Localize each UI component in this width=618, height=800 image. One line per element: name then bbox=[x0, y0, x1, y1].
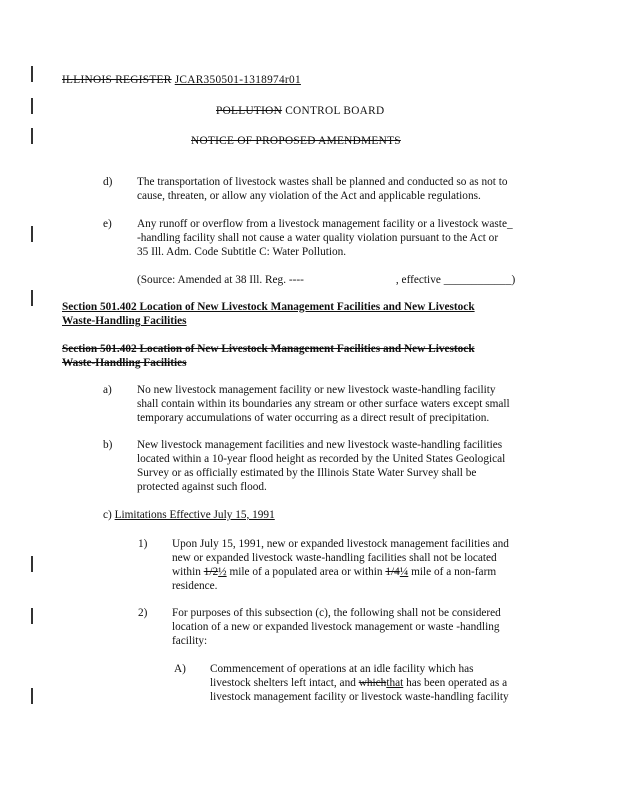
subsection-a-label: a) bbox=[103, 384, 112, 396]
notice-title: NOTICE OF PROPOSED AMENDMENTS bbox=[191, 135, 401, 147]
change-bar bbox=[31, 98, 33, 114]
subsection-b-line: New livestock management facilities and new livestock waste-handling facilities bbox=[137, 439, 503, 451]
paragraph-2-line: For purposes of this subsection (c), the following shall not be considered bbox=[172, 607, 501, 619]
struck-board-word: POLLUTION bbox=[216, 105, 283, 117]
subparagraph-a-line: Commencement of operations at an idle facility which has bbox=[210, 663, 474, 675]
paragraph-1-line: residence. bbox=[172, 580, 218, 592]
subsection-c-heading bbox=[103, 508, 275, 522]
source-effective: , effective bbox=[395, 274, 441, 286]
new-word: that bbox=[386, 677, 404, 689]
change-bar bbox=[31, 290, 33, 306]
change-bar bbox=[31, 128, 33, 144]
section-heading-new: Waste-Handling Facilities bbox=[62, 315, 187, 327]
struck-register-title: ILLINOIS REGISTER bbox=[62, 74, 172, 86]
item-d-line: cause, threaten, or allow any violation of the Act and applicable regulations. bbox=[137, 190, 481, 202]
subsection-c-label: c) bbox=[103, 509, 115, 521]
struck-fraction: 1/2 bbox=[203, 566, 219, 578]
item-e-line: 35 Ill. Adm. Code Subtitle C: Water Pollution. bbox=[137, 246, 347, 258]
register-id: JCAR350501-1318974r01 bbox=[174, 74, 301, 86]
item-e-line: -handling facility shall not cause a water quality violation pursuant to the Act or bbox=[137, 232, 499, 244]
subsection-b-line: protected against such flood. bbox=[137, 481, 267, 493]
change-bar bbox=[31, 226, 33, 242]
struck-word: which bbox=[358, 677, 387, 689]
paragraph-1-line: Upon July 15, 1991, new or expanded livestock management facilities and bbox=[172, 538, 509, 550]
new-fraction: ¼ bbox=[399, 566, 409, 578]
source-note bbox=[137, 273, 515, 287]
change-bar bbox=[31, 556, 33, 572]
struck-fraction: 1/4 bbox=[385, 566, 400, 578]
paragraph-1-label: 1) bbox=[138, 538, 148, 550]
source-blank: ____________ bbox=[443, 274, 512, 286]
paragraph-2-line: facility: bbox=[172, 635, 208, 647]
subparagraph-a-line bbox=[210, 676, 507, 690]
text-run: mile of a non-farm bbox=[408, 566, 497, 578]
subsection-c-title: Limitations Effective July 15, 1991 bbox=[114, 509, 275, 521]
paragraph-2-line: location of a new or expanded livestock management or waste -handling bbox=[172, 621, 500, 633]
paragraph-1-line: new or expanded livestock waste-handling facilities shall not be located bbox=[172, 552, 497, 564]
subsection-a-line: shall contain within its boundaries any stream or other surface waters except small bbox=[137, 398, 510, 410]
board-header bbox=[216, 104, 384, 118]
subsection-b-label: b) bbox=[103, 439, 113, 451]
section-heading-old: Section 501.402 Location of New Livestock Management Facilities and New Livestock bbox=[62, 343, 475, 355]
text-run: within bbox=[172, 566, 204, 578]
text-run: mile of a populated area or within bbox=[226, 566, 386, 578]
paragraph-1-line bbox=[172, 565, 496, 579]
new-fraction: ½ bbox=[218, 566, 227, 578]
subsection-a-line: temporary accumulations of water occurring as a direct result of precipitation. bbox=[137, 412, 490, 424]
board-name: CONTROL BOARD bbox=[282, 105, 385, 117]
item-d-line: The transportation of livestock wastes shall be planned and conducted so as not to bbox=[137, 176, 508, 188]
change-bar bbox=[31, 66, 33, 82]
change-bar bbox=[31, 688, 33, 704]
section-heading-new: Section 501.402 Location of New Livestock Management Facilities and New Livestock bbox=[62, 301, 475, 313]
subsection-b-line: Survey or as officially estimated by the Illinois State Water Survey shall be bbox=[137, 467, 477, 479]
change-bar bbox=[31, 608, 33, 624]
subparagraph-a-line: livestock management facility or livestock waste-handling facility bbox=[210, 691, 509, 703]
subparagraph-a-label: A) bbox=[174, 663, 186, 675]
subsection-b-line: located within a 10-year flood height as recorded by the United States Geological bbox=[137, 453, 506, 465]
text-run: has been operated as a bbox=[403, 677, 508, 689]
text-run: livestock shelters left intact, and bbox=[210, 677, 359, 689]
paragraph-2-label: 2) bbox=[138, 607, 148, 619]
section-heading-old: Waste-Handling Facilities bbox=[62, 357, 187, 369]
source-end: ) bbox=[511, 274, 516, 286]
source-prefix: (Source: Amended at 38 Ill. Reg. ---- bbox=[137, 274, 304, 286]
item-d-label: d) bbox=[103, 176, 113, 188]
item-e-line: Any runoff or overflow from a livestock management facility or a livestock waste_ bbox=[137, 218, 513, 230]
item-e-label: e) bbox=[103, 218, 112, 230]
register-header bbox=[62, 73, 301, 87]
subsection-a-line: No new livestock management facility or new livestock waste-handling facility bbox=[137, 384, 496, 396]
